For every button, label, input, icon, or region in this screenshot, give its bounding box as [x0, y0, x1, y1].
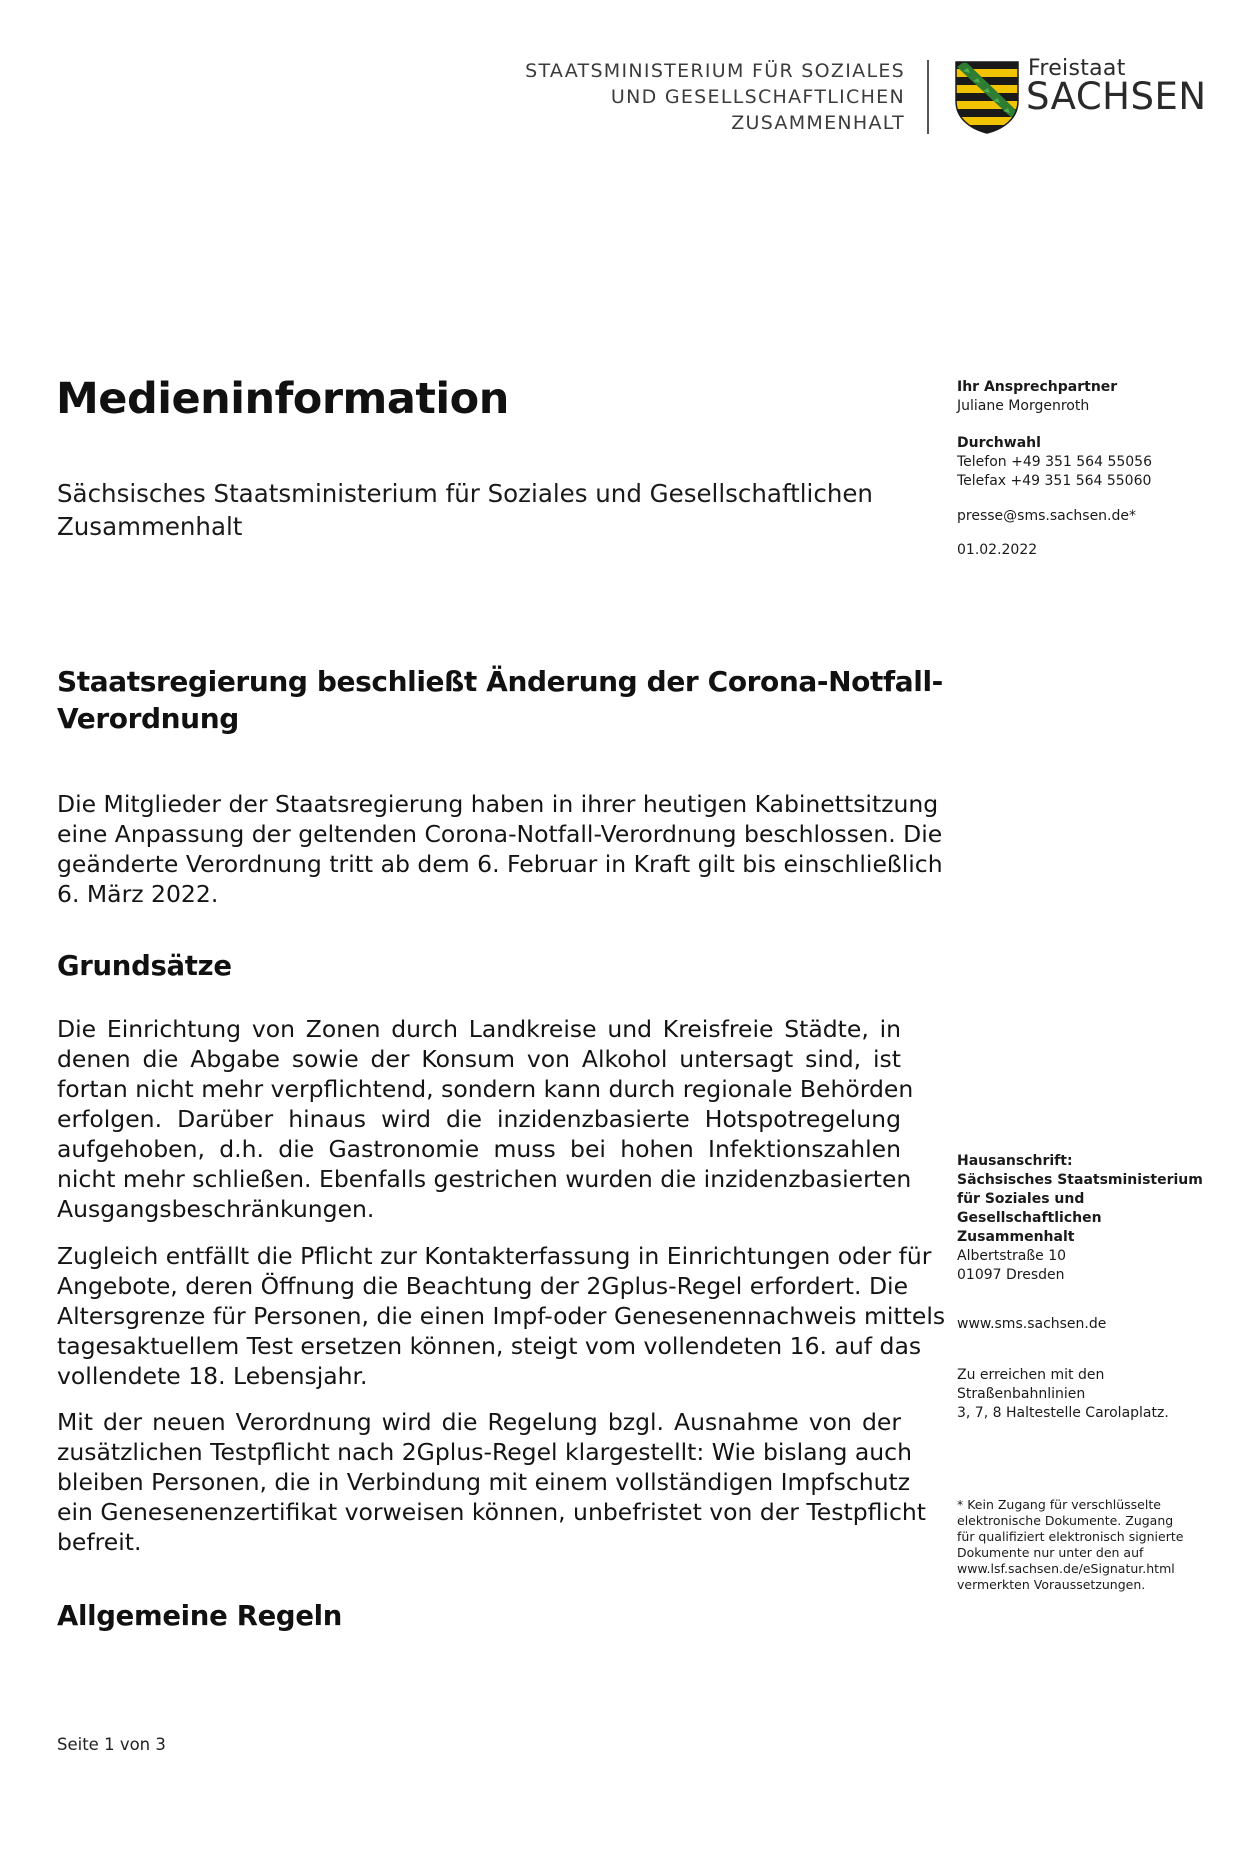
note-line: * Kein Zugang für verschlüsselte	[957, 1497, 1161, 1512]
state-name-small: Freistaat	[1028, 56, 1126, 81]
signature-note	[957, 1497, 1183, 1593]
email-link[interactable]: presse@sms.sachsen.de*	[957, 508, 1136, 524]
website-link[interactable]: www.sms.sachsen.de	[957, 1316, 1107, 1332]
subtitle-line: Zusammenhalt	[57, 512, 243, 541]
note-line: Dokumente nur unter den auf	[957, 1545, 1144, 1560]
paragraph-line: Mit der neuen Verordnung wird die Regelung bzgl. Ausnahme von der	[57, 1408, 901, 1436]
header-divider	[927, 60, 929, 134]
address-city: 01097 Dresden	[957, 1267, 1065, 1283]
contact-label: Ihr Ansprechpartner	[957, 379, 1118, 395]
intro-paragraph	[57, 789, 943, 909]
section-heading-allgemeine-regeln: Allgemeine Regeln	[57, 1600, 343, 1632]
paragraph-3	[57, 1407, 926, 1557]
headline-line: Verordnung	[57, 702, 239, 735]
subtitle	[57, 477, 917, 543]
transit-info	[957, 1366, 1169, 1423]
fax-number: Telefax +49 351 564 55060	[957, 473, 1152, 489]
release-date: 01.02.2022	[957, 542, 1038, 558]
address-line: Sächsisches Staatsministerium	[957, 1172, 1203, 1188]
paragraph-line: erfolgen. Darüber hinaus wird die inzidenzbasierte Hotspotregelung	[57, 1105, 901, 1133]
paragraph-line: tagesaktuellem Test ersetzen können, steigt vom vollendeten 16. auf das	[57, 1332, 922, 1360]
address-line: Gesellschaftlichen	[957, 1210, 1102, 1226]
paragraph-line: fortan nicht mehr verpflichtend, sondern kann durch regionale Behörden	[57, 1075, 914, 1103]
note-line: www.lsf.sachsen.de/eSignatur.html	[957, 1561, 1175, 1576]
ministry-name-line: UND GESELLSCHAFTLICHEN	[610, 86, 905, 108]
note-line: vermerkten Voraussetzungen.	[957, 1577, 1146, 1592]
ministry-name-line: STAATSMINISTERIUM FÜR SOZIALES	[525, 60, 905, 82]
phone-block	[957, 434, 1152, 491]
saxony-crest-icon	[955, 61, 1019, 134]
paragraph-1	[57, 1014, 914, 1224]
address-line: für Soziales und	[957, 1191, 1085, 1207]
ministry-name-line: ZUSAMMENHALT	[731, 112, 905, 134]
article-headline	[57, 663, 943, 737]
transit-line: 3, 7, 8 Haltestelle Carolaplatz.	[957, 1405, 1169, 1421]
paragraph-2	[57, 1241, 946, 1391]
address-block	[957, 1152, 1203, 1285]
paragraph-line: nicht mehr schließen. Ebenfalls gestrichen wurden die inzidenzbasierten	[57, 1165, 912, 1193]
paragraph-line: Angebote, deren Öffnung die Beachtung der 2Gplus-Regel erfordert. Die	[57, 1272, 909, 1300]
paragraph-line: aufgehoben, d.h. die Gastronomie muss bei hohen Infektionszahlen	[57, 1135, 901, 1163]
paragraph-line: 6. März 2022.	[57, 880, 219, 908]
contact-name: Juliane Morgenroth	[957, 398, 1090, 414]
paragraph-line: bleiben Personen, die in Verbindung mit einem vollständigen Impfschutz	[57, 1468, 911, 1496]
paragraph-line: eine Anpassung der geltenden Corona-Notfall-Verordnung beschlossen. Die	[57, 820, 943, 848]
paragraph-line: geänderte Verordnung tritt ab dem 6. Februar in Kraft gilt bis einschließlich	[57, 850, 943, 878]
paragraph-line: denen die Abgabe sowie der Konsum von Alkohol untersagt sind, ist	[57, 1045, 901, 1073]
note-line: elektronische Dokumente. Zugang	[957, 1513, 1174, 1528]
address-line: Hausanschrift:	[957, 1153, 1073, 1169]
phone-number: Telefon +49 351 564 55056	[957, 454, 1152, 470]
note-line: für qualifiziert elektronisch signierte	[957, 1529, 1184, 1544]
paragraph-line: Zugleich entfällt die Pflicht zur Kontakterfassung in Einrichtungen oder für	[57, 1242, 932, 1270]
paragraph-line: ein Genesenenzertifikat vorweisen können, unbefristet von der Testpflicht	[57, 1498, 926, 1526]
subtitle-line: Sächsisches Staatsministerium für Soziales und Gesellschaftlichen	[57, 479, 873, 508]
transit-line: Straßenbahnlinien	[957, 1386, 1086, 1402]
address-street: Albertstraße 10	[957, 1248, 1067, 1264]
paragraph-line: befreit.	[57, 1528, 142, 1556]
ministry-name	[525, 58, 905, 136]
transit-line: Zu erreichen mit den	[957, 1367, 1105, 1383]
paragraph-line: Die Mitglieder der Staatsregierung haben in ihrer heutigen Kabinettsitzung	[57, 790, 939, 818]
section-heading-grundsaetze: Grundsätze	[57, 950, 232, 982]
paragraph-line: zusätzlichen Testpflicht nach 2Gplus-Regel klargestellt: Wie bislang auch	[57, 1438, 912, 1466]
paragraph-line: vollendete 18. Lebensjahr.	[57, 1362, 368, 1390]
page-number: Seite 1 von 3	[57, 1735, 166, 1754]
address-line: Zusammenhalt	[957, 1229, 1075, 1245]
paragraph-line: Altersgrenze für Personen, die einen Impf-oder Genesenennachweis mittels	[57, 1302, 946, 1330]
paragraph-line: Ausgangsbeschränkungen.	[57, 1195, 375, 1223]
phone-label: Durchwahl	[957, 435, 1041, 451]
headline-line: Staatsregierung beschließt Änderung der Corona-Notfall-	[57, 665, 943, 698]
contact-block	[957, 378, 1117, 416]
paragraph-line: Die Einrichtung von Zonen durch Landkreise und Kreisfreie Städte, in	[57, 1015, 901, 1043]
state-name: SACHSEN	[1026, 75, 1207, 118]
page-title: Medieninformation	[56, 374, 509, 424]
